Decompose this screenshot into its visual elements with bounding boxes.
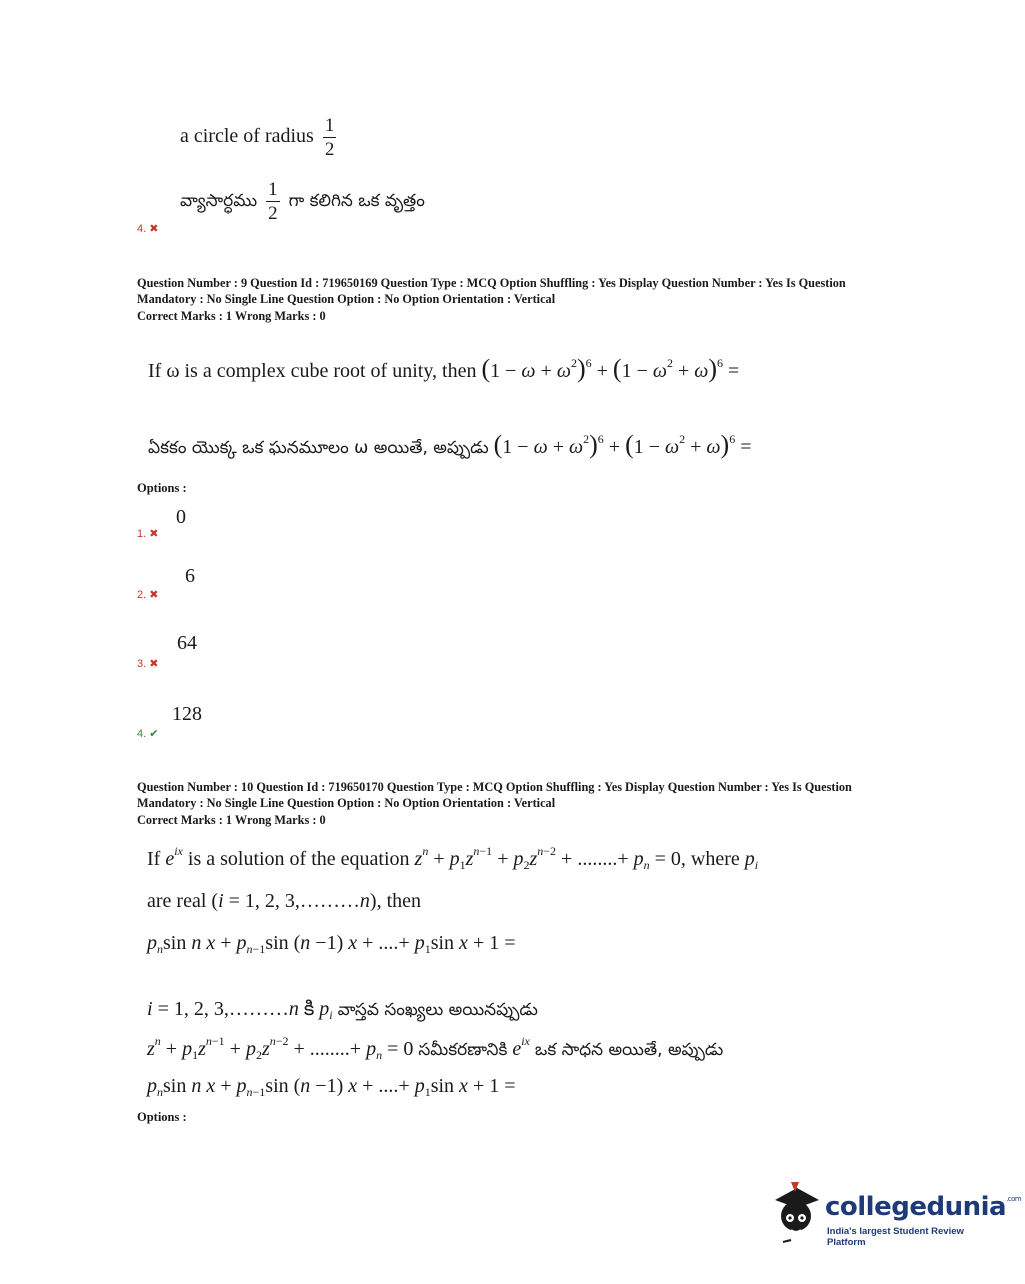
wrong-mark-icon: ✖: [149, 223, 159, 235]
q9-marks: Correct Marks : 1 Wrong Marks : 0: [137, 309, 326, 323]
fraction-one-half: [323, 116, 337, 159]
logo-name: [825, 1192, 1021, 1222]
option-number: 4.: [137, 223, 147, 235]
option-number: 1.: [137, 528, 147, 540]
q9-question-telugu: [148, 430, 752, 462]
q10-en-where: , where: [680, 848, 740, 870]
q9-option-2-label: [137, 588, 158, 601]
q9-en-text: If ω is a complex cube root of unity, then: [148, 360, 477, 382]
q10-en-then: , then: [376, 890, 422, 912]
q9-option-4-value: 128: [172, 703, 202, 725]
correct-mark-icon: ✔: [149, 728, 159, 740]
q9-option-3-label: [137, 657, 158, 670]
prev-option-4-telugu: [180, 180, 425, 223]
mascot-icon: [765, 1178, 827, 1248]
fraction-numerator: 1: [324, 115, 335, 136]
prev-option-4-te-suffix: గా కలిగిన ఒక వృత్తం: [288, 191, 425, 212]
q9-option-3-value: 64: [177, 632, 197, 654]
q10-line-2: [147, 890, 421, 913]
q10-en-if: If: [147, 848, 161, 870]
q10-te-equation: సమీకరణానికి: [418, 1040, 508, 1060]
prev-option-4-en-text: a circle of radius: [180, 125, 314, 148]
collegedunia-logo: [765, 1178, 1022, 1248]
q9-question-english: [148, 354, 739, 384]
q10-line-1: If $e^{ix}$ is a solution of the equation $z^n + p_1z^{n-1} + p_2z^{n-2}$ + ........+ $p_n = 0$, where $p_i$: [147, 844, 759, 872]
q9-option-2-value: 6: [185, 565, 195, 587]
q10-meta: [137, 780, 917, 829]
logo-name-text: collegedunia: [825, 1192, 1007, 1222]
q10-meta-line-2: Mandatory : No Single Line Question Option : No Option Orientation : Vertical: [137, 795, 556, 810]
logo-tld: .com: [1006, 1195, 1022, 1203]
prev-option-4-english: [180, 116, 340, 159]
q10-te-solution: ఒక సాధన అయితే, అప్పుడు: [534, 1040, 724, 1060]
q9-expression-te: $(1 - \omega + \omega^2)^6 + (1 - \omega^2 + \omega)^6$ =: [493, 430, 752, 459]
q10-te-line-3: $p_n\sin$ n $x + p_{n-1}\sin$ (n −1) x + ....+ $p_1\sin$ x + 1 =: [147, 1075, 516, 1099]
q9-meta-line-2: Mandatory : No Single Line Question Option : No Option Orientation : Vertical: [137, 291, 556, 306]
fraction-denominator: 2: [324, 139, 335, 160]
q10-options-label: Options :: [137, 1110, 187, 1124]
q10-en-solution: is a solution of the equation: [187, 848, 410, 870]
q10-line-3: $p_n\sin$ n $x + p_{n-1}\sin$ (n −1) x + ....+ $p_1\sin$ x + 1 =: [147, 932, 516, 956]
q9-te-text: ఏకకం యొక్క ఒక ఘనమూలం ω అయితే, అప్పుడు: [148, 438, 489, 458]
prev-option-4-te-prefix: వ్యాసార్ధము: [180, 191, 258, 212]
prev-option-4-label: [137, 222, 158, 235]
wrong-mark-icon: ✖: [149, 658, 159, 670]
q10-te-line-1: i = 1, 2, 3,………n కి $p_i$ వాస్తవ సంఖ్యలు అయినప్పుడు: [147, 998, 538, 1022]
q9-option-4-label: [137, 727, 158, 740]
q10-polynomial: $z^n + p_1z^{n-1} + p_2z^{n-2}$ + ........+ $p_n = 0$: [414, 844, 681, 872]
option-number: 4.: [137, 728, 147, 740]
q9-option-1-label: [137, 527, 158, 540]
fraction-denominator: 2: [268, 203, 278, 224]
option-number: 2.: [137, 589, 147, 601]
q9-option-1-value: 0: [176, 506, 186, 528]
q9-expression: $(1 - \omega + \omega^2)^6 + (1 - \omega^2 + \omega)^6$ =: [481, 354, 740, 383]
q9-meta: [137, 276, 917, 325]
q10-te-real: వాస్తవ సంఖ్యలు అయినప్పుడు: [337, 1000, 538, 1020]
wrong-mark-icon: ✖: [149, 528, 159, 540]
q9-options-label: Options :: [137, 481, 187, 495]
wrong-mark-icon: ✖: [149, 589, 159, 601]
q10-meta-line-1: Question Number : 10 Question Id : 719650170 Question Type : MCQ Option Shuffling : Yes Display Question Number : Yes Is Question: [137, 780, 852, 794]
fraction-numerator: 1: [268, 179, 278, 200]
q10-marks: Correct Marks : 1 Wrong Marks : 0: [137, 813, 326, 827]
option-number: 3.: [137, 658, 147, 670]
fraction-one-half-te: [266, 180, 280, 223]
q10-index-range: (i = 1, 2, 3,………n): [211, 890, 377, 912]
q10-te-line-2: $z^n + p_1z^{n-1} + p_2z^{n-2}$ + ........+ $p_n = 0$ సమీకరణానికి $e^{ix}$ ఒక సాధన అయితే, అప్పుడు: [147, 1034, 724, 1062]
q9-meta-line-1: Question Number : 9 Question Id : 719650169 Question Type : MCQ Option Shuffling : Yes Display Question Number : Yes Is Question: [137, 276, 846, 290]
q10-en-real: are real: [147, 890, 207, 912]
logo-tagline: India's largest Student Review Platform: [827, 1226, 964, 1248]
